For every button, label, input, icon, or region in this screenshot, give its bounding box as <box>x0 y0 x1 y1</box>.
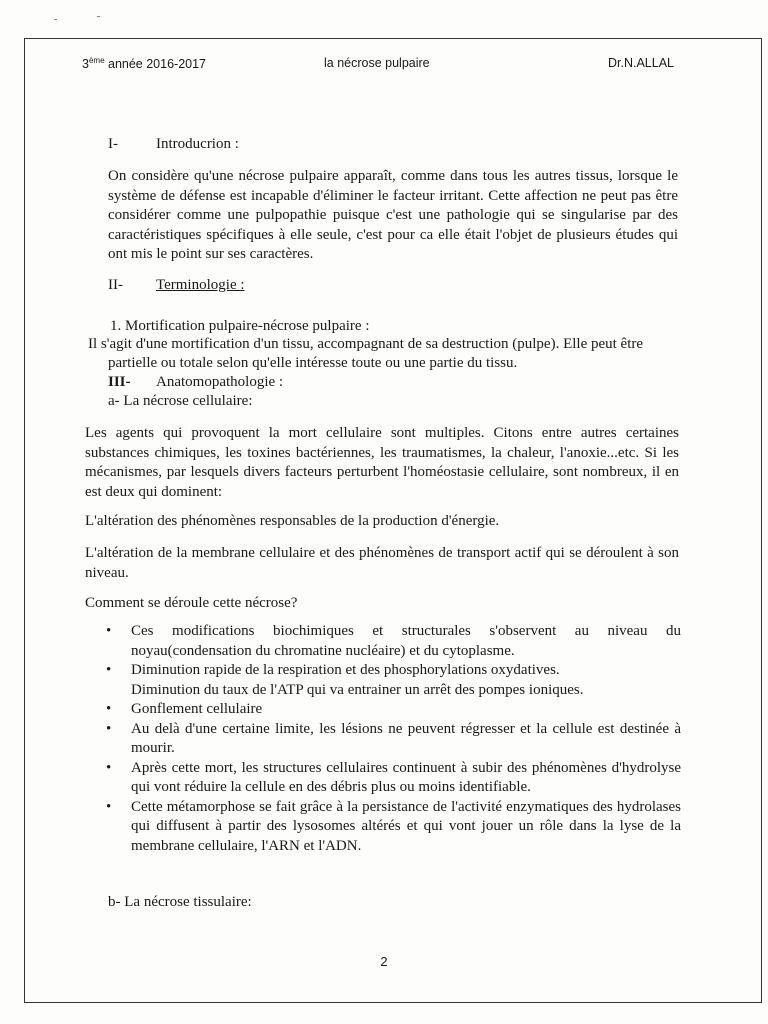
section-3b-label: b- La nécrose tissulaire: <box>108 894 252 910</box>
section-3-number: III- <box>108 374 131 390</box>
list-item: • Gonflement cellulaire <box>106 700 681 720</box>
section-3a-label: a- La nécrose cellulaire: <box>108 393 253 409</box>
list-item: • Diminution rapide de la respiration et des phosphorylations oxydatives. Diminution du taux de l'ATP qui va entrainer un arrêt des pompes ioniques. <box>106 661 681 700</box>
list-item: • Au delà d'une certaine limite, les lésions ne peuvent régresser et la cellule est destinée à mourir. <box>106 720 681 759</box>
section-2-body-line2: partielle ou totale selon qu'elle intéresse toute ou une partie du tissu. <box>108 355 518 371</box>
section-1-title: Introducrion : <box>156 136 239 152</box>
section-3a-paragraph-2: L'altération des phénomènes responsables de la production d'énergie. <box>85 513 500 529</box>
necrosis-steps-list <box>106 622 681 856</box>
section-1-number: I- <box>108 136 118 152</box>
section-3a-paragraph-3: L'altération de la membrane cellulaire et des phénomènes de transport actif qui se déroulent à son niveau. <box>85 545 679 581</box>
list-item: • Cette métamorphose se fait grâce à la persistance de l'activité enzymatiques des hydrolases qui diffusent à partir des lysosomes altérés et qui vont jouer un rôle dans la lyse de la membrane cellulaire, l'ARN et l'ADN. <box>106 798 681 857</box>
section-2-body-line1: Il s'agit d'une mortification d'un tissu, accompagnant de sa destruction (pulpe). Elle peut être <box>88 336 644 352</box>
section-2-item: 1. Mortification pulpaire-nécrose pulpaire : <box>110 318 370 334</box>
list-item: • Après cette mort, les structures cellulaires continuent à subir des phénomènes d'hydrolyse qui vont réduire la cellule en des débris plus ou moins identifiable. <box>106 759 681 798</box>
list-item: • Ces modifications biochimiques et structurales s'observent au niveau du noyau(condensation du chromatine nucléaire) et du cytoplasme. <box>106 622 681 661</box>
list-item-continuation: Diminution du taux de l'ATP qui va entrainer un arrêt des pompes ioniques. <box>131 681 584 698</box>
section-2-number: II- <box>108 277 123 293</box>
header-title: la nécrose pulpaire <box>324 56 430 70</box>
section-2-title: Terminologie : <box>156 277 245 293</box>
section-3a-paragraph-4: Comment se déroule cette nécrose? <box>85 595 298 611</box>
section-3a-paragraph-1: Les agents qui provoquent la mort cellulaire sont multiples. Citons entre autres certaines substances chimiques, les toxines bactériennes, les traumatismes, la chaleur, l'anoxie...etc. Si les mécanismes, par lesquels divers facteurs perturbent l'homéostasie cellulaire, sont nombreux, il en est deux qui dominent: <box>85 425 679 500</box>
header-author: Dr.N.ALLAL <box>608 56 675 70</box>
section-1-body: On considère qu'une nécrose pulpaire apparaît, comme dans tous les autres tissus, lorsque le système de défense est incapable d'éliminer le facteur irritant. Cette affection ne peut pas être considérer comme une pulpopathie puisque c'est une pathologie qui se singularise par des caractéristiques spécifiques à elle seule, c'est pour ca elle était l'objet de plusieurs études qui ont mis le point sur ses caractères. <box>108 168 678 262</box>
section-3-title: Anatomopathologie : <box>156 374 284 390</box>
header-year: 3ème année 2016-2017 <box>82 56 206 72</box>
page-number: 2 <box>380 954 388 969</box>
